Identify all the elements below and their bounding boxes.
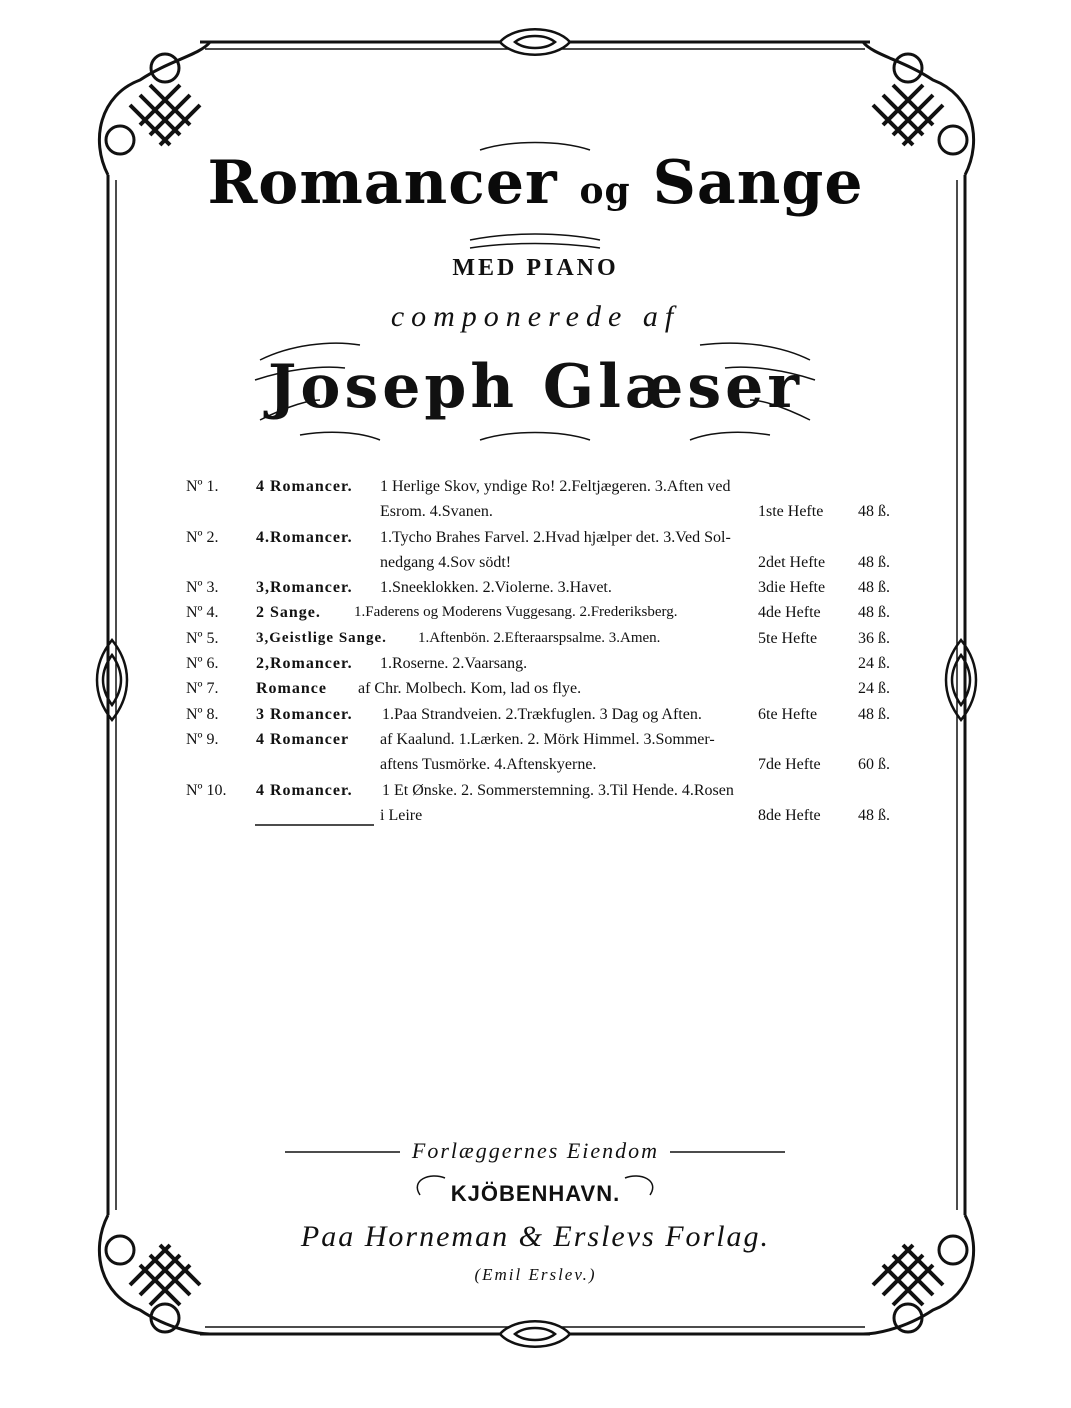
work-price: 24 ß. [858, 655, 890, 673]
work-number: Nº 7. [186, 680, 219, 698]
list-item [186, 630, 906, 655]
work-price: 60 ß. [858, 756, 890, 774]
work-price: 48 ß. [858, 553, 890, 571]
work-number: Nº 1. [186, 478, 219, 495]
work-hefte: 7de Hefte [758, 756, 821, 774]
work-hefte: 8de Hefte [758, 806, 821, 824]
work-hefte: 1ste Hefte [758, 503, 824, 521]
work-price: 48 ß. [858, 503, 890, 521]
work-contents-cont: aftens Tusmörke. 4.Aftenskyerne. [380, 756, 597, 774]
work-number: Nº 6. [186, 655, 219, 673]
work-price: 48 ß. [858, 604, 890, 622]
work-price: 48 ß. [858, 705, 890, 723]
top-center-cartouche [500, 29, 570, 55]
work-title: 4 Romancer. [256, 781, 353, 799]
owner-note: Forlæggernes Eiendom [411, 1138, 660, 1163]
work-contents: af Kaalund. 1.Lærken. 2. Mörk Himmel. 3.Sommer- [380, 730, 715, 748]
work-contents: 1.Paa Strandveien. 2.Trækfuglen. 3 Dag og Aften. [382, 705, 702, 723]
composer-name: Joseph Glæser [268, 352, 803, 422]
work-price: 48 ß. [858, 806, 890, 824]
work-contents: 1.Faderens og Moderens Vuggesang. 2.Frederiksberg. [354, 604, 678, 621]
work-contents-cont: i Leire [380, 806, 423, 824]
work-number: Nº 8. [186, 705, 219, 723]
title-part2: Sange [652, 148, 864, 218]
list-item [186, 604, 906, 629]
work-title: 4.Romancer. [256, 528, 353, 546]
bottom-center-cartouche [500, 1321, 570, 1347]
work-contents-cont: nedgang 4.Sov södt! [380, 553, 512, 571]
publisher-subline: (Emil Erslev.) [474, 1265, 597, 1284]
work-number: Nº 4. [186, 604, 219, 622]
work-number: Nº 9. [186, 730, 219, 748]
work-contents: 1.Roserne. 2.Vaarsang. [380, 655, 528, 673]
list-item-continuation [186, 807, 906, 832]
work-price: 24 ß. [858, 680, 890, 698]
works-list [186, 478, 906, 832]
work-hefte: 2det Hefte [758, 553, 826, 571]
work-price: 48 ß. [858, 579, 890, 597]
work-price: 36 ß. [858, 629, 890, 647]
title-connector: og [579, 170, 631, 212]
city-imprint: KJÖBENHAVN. [450, 1181, 621, 1206]
work-number: Nº 2. [186, 528, 219, 546]
work-contents: 1.Tycho Brahes Farvel. 2.Hvad hjælper det. 3.Ved Sol- [380, 528, 731, 546]
list-item-continuation [186, 554, 906, 579]
work-title: 4 Romancer. [256, 478, 353, 495]
list-item [186, 478, 906, 503]
work-hefte: 5te Hefte [758, 629, 818, 647]
work-contents: 1.Sneeklokken. 2.Violerne. 3.Havet. [380, 579, 612, 597]
list-item [186, 731, 906, 756]
work-title: 4 Romancer [256, 730, 350, 748]
work-title: Romance [256, 680, 327, 698]
list-item [186, 655, 906, 680]
work-hefte: 4de Hefte [758, 604, 821, 622]
list-item [186, 782, 906, 807]
list-item [186, 529, 906, 554]
work-contents: 1 Herlige Skov, yndige Ro! 2.Feltjægeren. 3.Aften ved [380, 478, 731, 495]
left-side-medallion [97, 640, 127, 720]
work-contents-cont: Esrom. 4.Svanen. [380, 503, 493, 521]
work-title: 3 Romancer. [256, 705, 353, 723]
list-item [186, 680, 906, 705]
main-title [0, 148, 1071, 218]
list-item [186, 706, 906, 731]
work-contents: af Chr. Molbech. Kom, lad os flye. [358, 680, 582, 698]
list-item [186, 579, 906, 604]
work-number: Nº 5. [186, 629, 219, 647]
list-item-continuation [186, 756, 906, 781]
work-hefte: 6te Hefte [758, 705, 818, 723]
subtitle: MED PIANO [452, 255, 619, 281]
work-contents: 1.Aftenbön. 2.Efteraarspsalme. 3.Amen. [418, 629, 661, 646]
work-title: 3,Geistlige Sange. [256, 629, 387, 646]
list-item-continuation [186, 503, 906, 528]
work-title: 2 Sange. [256, 604, 321, 622]
work-title: 2,Romancer. [256, 655, 353, 673]
title-part1: Romancer [207, 148, 558, 218]
publisher-imprint: Paa Horneman & Erslevs Forlag. [300, 1220, 771, 1253]
work-number: Nº 3. [186, 579, 219, 597]
work-title: 3,Romancer. [256, 579, 353, 597]
work-contents: 1 Et Ønske. 2. Sommerstemning. 3.Til Hende. 4.Rosen [382, 781, 734, 799]
right-side-medallion [946, 640, 976, 720]
composed-by-line: componerede af [390, 300, 681, 333]
work-hefte: 3die Hefte [758, 579, 826, 597]
work-number: Nº 10. [186, 781, 227, 799]
